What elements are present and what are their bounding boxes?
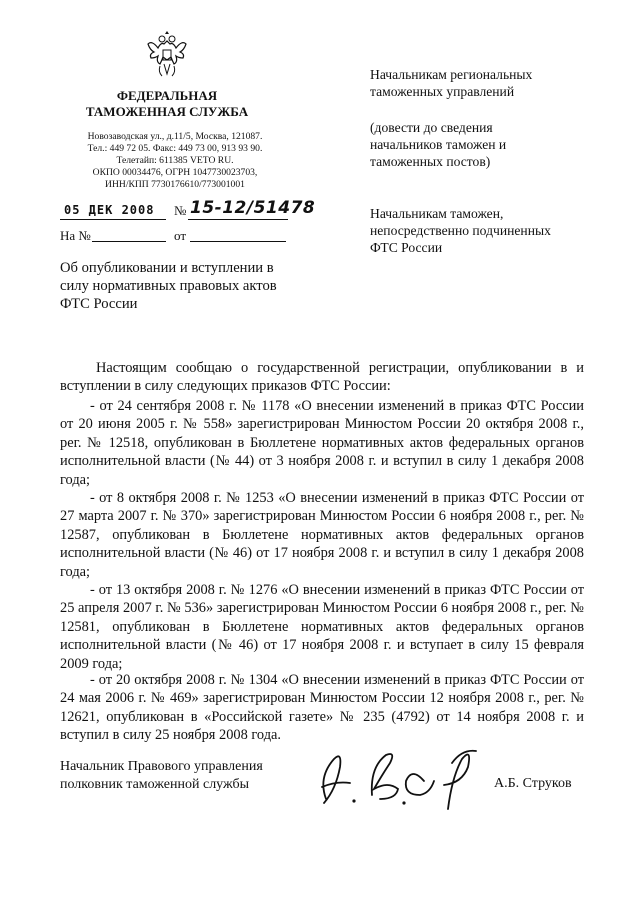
address-line: Телетайп: 611385 VETO RU.	[116, 155, 234, 166]
recipient-line: Начальникам региональных	[370, 67, 533, 82]
recipient-line: Начальникам таможен,	[370, 206, 504, 221]
body-item	[60, 671, 584, 745]
intro-paragraph: Настоящим сообщаю о государственной регистрации, опубликовании в и вступлении в силу следующих приказов ФТС России:	[60, 360, 584, 395]
agency-name-line2: ТАМОЖЕННАЯ СЛУЖБА	[85, 104, 249, 119]
body-item	[60, 581, 584, 673]
reply-to-number-line	[92, 241, 166, 242]
signatory-title-line: Начальник Правового управления	[60, 759, 263, 774]
recipient-note: (довести до сведения	[370, 120, 493, 135]
agency-name-line1: ФЕДЕРАЛЬНАЯ	[116, 88, 218, 103]
address-line: ИНН/КПП 7730176610/773001001	[105, 179, 245, 190]
subject	[60, 259, 300, 314]
address-line: Тел.: 449 72 05. Факс: 449 73 00, 913 93 90.	[87, 143, 263, 154]
document-number: 15-12/51478	[190, 198, 316, 218]
recipient-line: таможенных управлений	[370, 84, 515, 99]
recipient-line: ФТС России	[370, 240, 443, 255]
subject-line: ФТС России	[60, 296, 138, 313]
reply-to-number-label: На №	[60, 228, 91, 243]
signatory-title	[60, 758, 320, 794]
signatory-title-line: полковник таможенной службы	[60, 777, 250, 792]
address-line: ОКПО 00034476, ОГРН 1047730023703,	[92, 167, 258, 178]
order-item: - от 8 октября 2008 г. № 1253 «О внесении изменений в приказ ФТС России от 27 марта 2007 г. № 370» зарегистрирован Минюстом России 6 ноября 2008 г., рег. № 12587, опубликован в Бюллетене нормативных актов федеральных органов исполнительной власти (№ 46) от 17 ноября 2008 г. и вступил в силу 1 декабря 2008 года;	[60, 490, 584, 580]
body-item	[60, 489, 584, 581]
order-item: - от 20 октября 2008 г. № 1304 «О внесении изменений в приказ ФТС России от 24 мая 2006 г. № 469» зарегистрирован Минюстом России 12 ноября 2008 г., рег. № 12621, опубликован в «Российской газете» № 235 (4792) от 14 ноября 2008 г. и вступил в силу 25 ноября 2008 года.	[60, 672, 584, 744]
date-underline	[60, 219, 166, 220]
number-sign: №	[174, 203, 187, 218]
recipient-note: таможенных постов)	[370, 154, 491, 169]
signatory-name: А.Б. Струков	[494, 776, 572, 791]
number-underline	[188, 219, 288, 220]
subject-line: силу нормативных правовых актов	[60, 278, 277, 295]
body-item	[60, 397, 584, 489]
body-intro	[60, 359, 584, 396]
recipient-note: начальников таможен и	[370, 137, 507, 152]
document-date: 05 ДЕК 2008	[64, 203, 155, 217]
handwritten-signature	[312, 737, 482, 817]
address-line: Новозаводская ул., д.11/5, Москва, 121087.	[87, 131, 263, 142]
order-item: - от 24 сентября 2008 г. № 1178 «О внесении изменений в приказ ФТС России от 20 июня 2005 г. № 558» зарегистрирован Минюстом России 20 октября 2008 г., рег. № 12518, опубликован в Бюллетене нормативных актов федеральных органов исполнительной власти (№ 44) от 3 ноября 2008 г. и вступил в силу 1 декабря 2008 года;	[60, 398, 584, 488]
subject-line: Об опубликовании и вступлении в	[60, 260, 274, 276]
reply-to-date-line	[190, 241, 286, 242]
reply-to-date-label: от	[174, 228, 187, 243]
emblem-icon	[146, 30, 188, 78]
order-item: - от 13 октября 2008 г. № 1276 «О внесении изменений в приказ ФТС России от 25 апреля 2007 г. № 536» зарегистрирован Минюстом России 6 ноября 2008 г., рег. № 12581, опубликован в Бюллетене нормативных актов федеральных органов исполнительной власти (№ 46) от 17 ноября 2008 г. и вступает в силу 15 февраля 2009 года;	[60, 582, 584, 672]
recipient-line: непосредственно подчиненных	[370, 223, 551, 238]
